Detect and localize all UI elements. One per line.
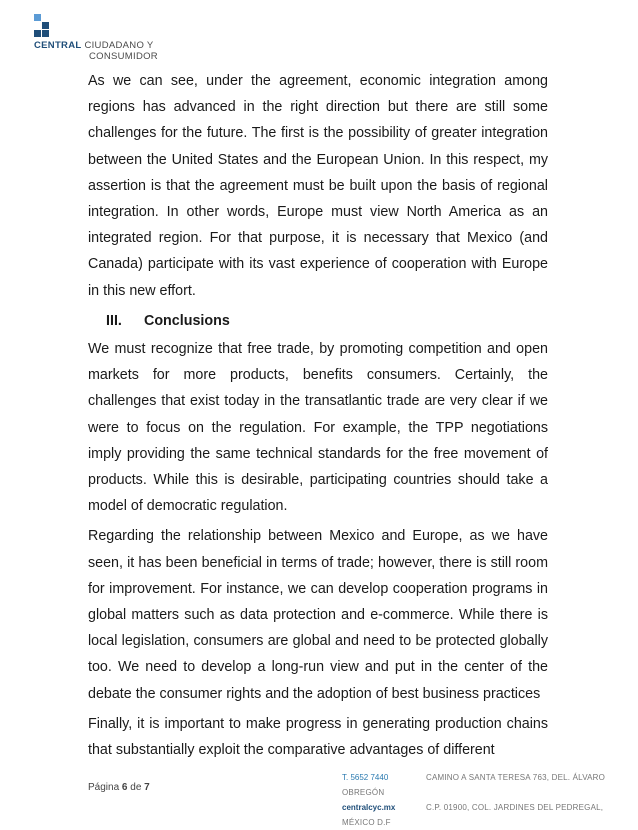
paragraph-1: As we can see, under the agreement, economic integration among regions has advanced in the right direction but there are still some challenges for the future. The first is the possibility of greater integration between the United States and the European Union. In this respect, my assertion is that the agreement must be built upon the basis of regional integration. In other words, Europe must view North America as an integrated region. For that purpose, it is necessary that Mexico (and Canada) participate with its vast experience of cooperation with Europe in this new effort. [88, 73, 548, 299]
footer-address-1: CAMINO A SANTA TERESA 763, DEL. ÁLVARO OBREGÓN [342, 773, 606, 797]
section-number: III. [106, 312, 122, 329]
page-of: de [130, 782, 142, 793]
logo-brand: CENTRAL [34, 40, 82, 51]
page-total: 7 [144, 782, 150, 793]
page-number [88, 782, 150, 793]
logo-line1: CIUDADANO Y [84, 40, 154, 51]
footer-website: centralcyc.mx [342, 803, 396, 812]
paragraph-3: Regarding the relationship between Mexico and Europe, as we have seen, it has been beneficial in terms of trade; however, there is still room for improvement. For instance, we can develop cooperation programs in global matters such as data protection and e-commerce. While there is local legislation, consumers are global and need to be protected globally too. We need to develop a long-run view and put in the center of the debate the consumer rights and the adoption of best business practices [88, 528, 548, 702]
paragraph-2: We must recognize that free trade, by promoting competition and open markets for more products, benefits consumers. Certainly, the challenges that exist today in the transatlantic trade are very clear if we were to focus on the regulation. For example, the TPP negotiations imply providing the same technical standards for the free movement of products. While this is desirable, participating countries should take a model of democratic regulation. [88, 341, 548, 515]
section-title: Conclusions [144, 312, 230, 329]
logo-icon [34, 14, 54, 38]
page-label: Página [88, 782, 120, 793]
footer-phone: T. 5652 7440 [342, 773, 389, 782]
logo-wordmark [34, 40, 158, 62]
section-heading [106, 308, 548, 334]
document-body [88, 68, 548, 763]
logo-line2: CONSUMIDOR [89, 51, 158, 62]
paragraph-4: Finally, it is important to make progress in generating production chains that substantially exploit the comparative advantages of different [88, 715, 548, 759]
page-current: 6 [121, 782, 128, 793]
footer-address-2: C.P. 01900, COL. JARDINES DEL PEDREGAL, MÉXICO D.F [342, 803, 604, 827]
footer-contact [342, 770, 638, 830]
